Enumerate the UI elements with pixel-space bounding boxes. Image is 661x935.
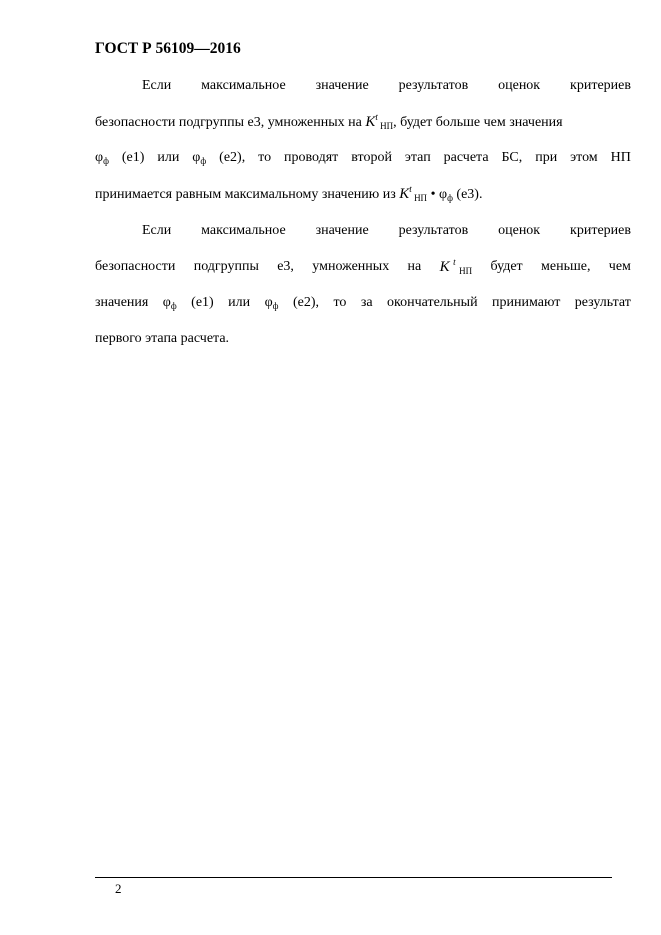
- word: оценок: [498, 223, 541, 238]
- subscript: НП: [377, 121, 394, 131]
- word: то: [333, 295, 347, 310]
- document-header: ГОСТ Р 56109—2016: [95, 40, 241, 57]
- word: второй: [351, 150, 392, 165]
- subscript: ф: [447, 193, 453, 203]
- footer-divider: [95, 877, 612, 878]
- word: результатов: [398, 78, 469, 93]
- subscript: НП: [411, 193, 428, 203]
- k-symbol: K: [399, 186, 410, 202]
- word: на: [407, 259, 422, 274]
- p2-line-1: [142, 222, 631, 240]
- word: оценок: [498, 78, 541, 93]
- word: или: [228, 295, 251, 310]
- superscript: t: [409, 184, 412, 194]
- text: безопасности подгруппы е3, умноженных на: [95, 115, 366, 130]
- word: результатов: [398, 223, 469, 238]
- p1-line-4: [95, 185, 631, 204]
- p2-line-2: [95, 258, 631, 277]
- word: БС,: [501, 150, 523, 165]
- word: (е2),: [292, 295, 319, 310]
- p1-line-3: [95, 149, 631, 167]
- word: Если: [142, 78, 172, 93]
- word: проводят: [284, 150, 339, 165]
- word: расчета: [443, 150, 489, 165]
- word: результат: [574, 295, 631, 310]
- word: то: [258, 150, 272, 165]
- word: критериев: [570, 78, 631, 93]
- superscript: t: [375, 112, 378, 122]
- word: значение: [315, 78, 369, 93]
- word: Если: [142, 223, 172, 238]
- word: умноженных: [312, 259, 390, 274]
- page-number: 2: [115, 881, 122, 896]
- word: максимальное: [201, 223, 286, 238]
- word: меньше,: [541, 259, 591, 274]
- word: подгруппы: [193, 259, 259, 274]
- word: (е2),: [219, 150, 246, 165]
- word: чем: [608, 259, 631, 274]
- phi-term: $\varphi_ф$: [162, 295, 177, 311]
- word: при: [535, 150, 558, 165]
- word: максимальное: [201, 78, 286, 93]
- word: этом: [570, 150, 598, 165]
- bullet-operator: •: [427, 187, 439, 202]
- word: принимают: [492, 295, 561, 310]
- k-term: K $^t$ $_{НП}$: [439, 257, 473, 276]
- text: (е3).: [452, 187, 483, 202]
- word: значения: [95, 295, 149, 310]
- word: за: [360, 295, 373, 310]
- word: (е1): [191, 295, 214, 310]
- p1-line-1: [142, 77, 631, 95]
- phi-symbol: φ: [438, 187, 448, 202]
- word: НП: [610, 150, 631, 165]
- word: безопасности: [95, 259, 176, 274]
- word: критериев: [570, 223, 631, 238]
- phi-term: $\varphi_ф$: [192, 150, 207, 166]
- word: или: [157, 150, 180, 165]
- text: принимается равным максимальному значению из: [95, 187, 400, 202]
- p1-line-2: [95, 113, 631, 132]
- k-symbol: K: [365, 114, 376, 130]
- word: окончательный: [387, 295, 478, 310]
- phi-term: $\varphi_ф$: [95, 150, 109, 166]
- word: этап: [404, 150, 431, 165]
- word: значение: [315, 223, 369, 238]
- word: (е1): [121, 150, 145, 165]
- text: , будет больше чем значения: [393, 115, 563, 130]
- word: будет: [490, 259, 523, 274]
- word: е3,: [277, 259, 294, 274]
- p2-line-4: первого этапа расчета.: [95, 331, 230, 346]
- phi-term: $\varphi_ф$: [264, 295, 279, 311]
- p2-line-3: [95, 294, 631, 312]
